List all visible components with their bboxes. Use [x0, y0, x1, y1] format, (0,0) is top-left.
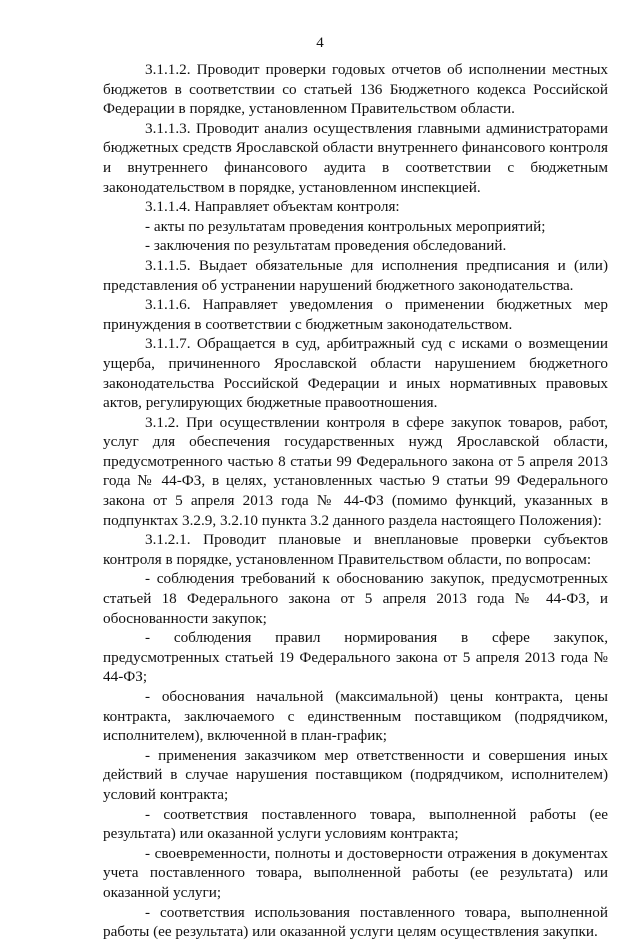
list-item-accounting-timeliness: - своевременности, полноты и достоверности отражения в документах учета поставленного товара, выполненной работы (ее результата) или оказанной услуги;: [103, 844, 608, 901]
list-item-liability-measures: - применения заказчиком мер ответственности и совершения иных действий в случае нарушения поставщиком (подрядчиком, исполнителем) условий контракта;: [103, 746, 608, 803]
paragraph-3-1-1-7: 3.1.1.7. Обращается в суд, арбитражный суд с исками о возмещении ущерба, причиненного Ярославской области нарушением бюджетного законодательства Российской Федерации и иных нормативных правовых актов, регулирующих бюджетные правоотношения.: [103, 335, 608, 412]
paragraph-3-1-1-6: 3.1.1.6. Направляет уведомления о применении бюджетных мер принуждения в соответствии с бюджетным законодательством.: [103, 296, 608, 333]
list-item-contract-price: - обоснования начальной (максимальной) цены контракта, цены контракта, заключаемого с единственным поставщиком (подрядчиком, исполнителем), включенной в план-график;: [103, 688, 608, 745]
paragraph-3-1-1-5: 3.1.1.5. Выдает обязательные для исполнения предписания и (или) представления об устранении нарушений бюджетного законодательства.: [103, 256, 608, 294]
page-number: 4: [316, 35, 324, 51]
paragraph-3-1-1-4: 3.1.1.4. Направляет объектам контроля:: [145, 198, 400, 216]
list-item-usage-conformity: - соответствия использования поставленного товара, выполненной работы (ее результата) или оказанной услуги целям осуществления закупки.: [103, 903, 608, 941]
document-body: [103, 60, 608, 942]
paragraph-3-1-1-2: 3.1.1.2. Проводит проверки годовых отчетов об исполнении местных бюджетов в соответствии со статьей 136 Бюджетного кодекса Российской Федерации в порядке, установленном Правительством области.: [103, 61, 608, 118]
paragraph-3-1-2: 3.1.2. При осуществлении контроля в сфере закупок товаров, работ, услуг для обеспечения государственных нужд Ярославской области, предусмотренного частью 8 статьи 99 Федерального закона от 5 апреля 2013 года № 44-ФЗ, в целях, установленных частью 9 статьи 99 Федерального закона от 5 апреля 2013 года № 44-ФЗ (помимо функций, указанных в подпунктах 3.2.9, 3.2.10 пункта 3.2 данного раздела настоящего Положения):: [103, 413, 608, 529]
list-item-goods-conformity: - соответствия поставленного товара, выполненной работы (ее результата) или оказанной услуги условиям контракта;: [103, 805, 608, 843]
list-item-acts: - акты по результатам проведения контрольных мероприятий;: [145, 217, 546, 235]
list-item-conclusions: - заключения по результатам проведения обследований.: [145, 237, 507, 255]
list-item-procurement-justification: - соблюдения требований к обоснованию закупок, предусмотренных статьей 18 Федерального закона от 5 апреля 2013 года № 44-ФЗ, и обоснованности закупок;: [103, 570, 608, 627]
paragraph-3-1-2-1: 3.1.2.1. Проводит плановые и внеплановые проверки субъектов контроля в порядке, установленном Правительством области, по вопросам:: [103, 531, 608, 568]
list-item-rationing-rules: - соблюдения правил нормирования в сфере закупок, предусмотренных статьей 19 Федерального закона от 5 апреля 2013 года № 44-ФЗ;: [103, 629, 608, 686]
paragraph-3-1-1-3: 3.1.1.3. Проводит анализ осуществления главными администраторами бюджетных средств Ярославской области внутреннего финансового контроля и внутреннего финансового аудита в соответствии с бюджетным законодательством в порядке, установленном инспекцией.: [103, 119, 608, 196]
